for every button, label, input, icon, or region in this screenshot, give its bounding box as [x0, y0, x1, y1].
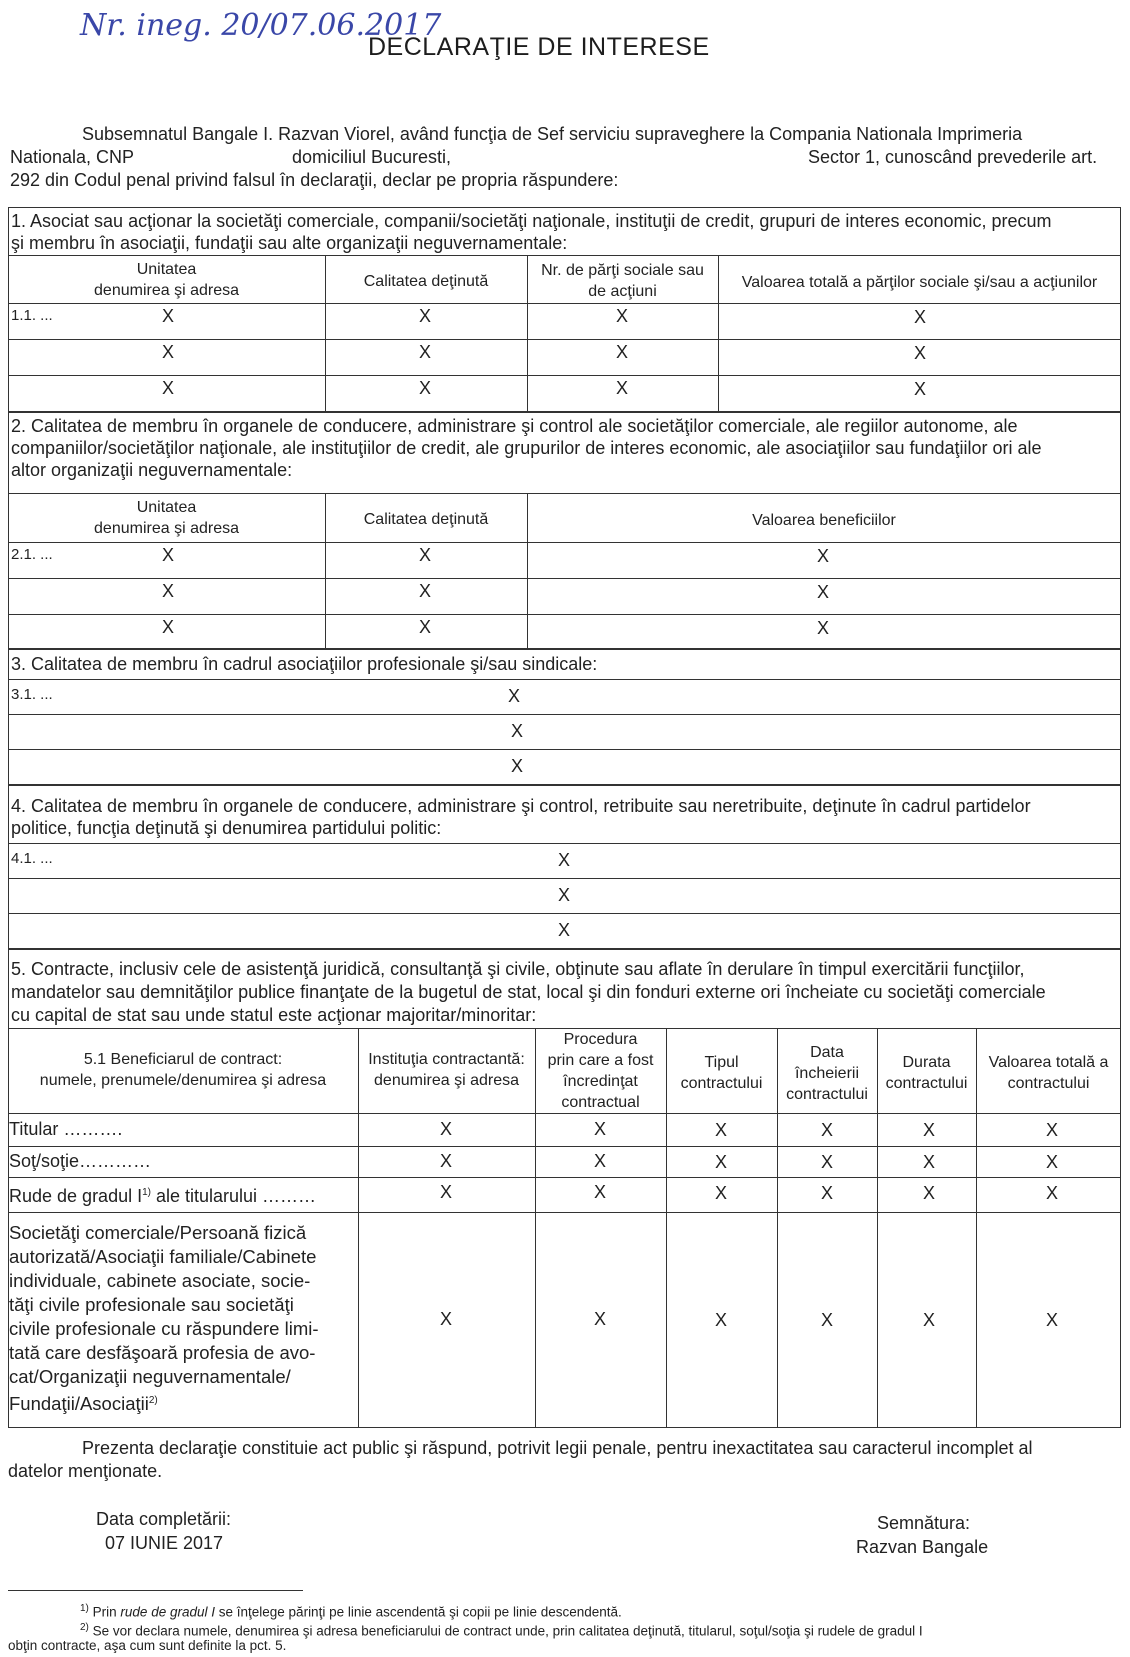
- s3-r3-x: X: [510, 756, 523, 776]
- s5-sot-x: X: [820, 1152, 833, 1172]
- footnote-2-line-2: obţin contracte, aşa cum sunt definite la pct. 5.: [8, 1638, 287, 1653]
- s5-col-procedura-l1: Procedura: [563, 1031, 638, 1048]
- s1-r3-x: X: [418, 378, 431, 398]
- footnote-2-line-1: $^{2)}$ Se vor declara numele, denumirea şi adresa beneficiarului de contract unde, prin calitatea deţinută, titularul, soţul/soţia şi rudele de gradul I: [80, 1622, 923, 1639]
- closing-line-2: datelor menţionate.: [8, 1461, 163, 1481]
- s1-row-label: 1.1. ...: [11, 307, 53, 324]
- signature-name: Razvan Bangale: [856, 1537, 989, 1557]
- s1-r2-x: X: [418, 342, 431, 362]
- footnote-divider: [8, 1590, 303, 1591]
- s2-col-valoarea: Valoarea beneficiilor: [752, 512, 896, 529]
- s5-societati-x: X: [439, 1309, 452, 1329]
- s2-r1-x: X: [161, 545, 174, 565]
- s5-col-institutia-l1: Instituţia contractantă:: [368, 1051, 525, 1068]
- s2-col-unitatea-l1: Unitatea: [136, 499, 197, 516]
- s2-r1-x: X: [418, 545, 431, 565]
- s2-col-calitatea: Calitatea deţinută: [363, 511, 489, 528]
- s1-col-unitatea-l1: Unitatea: [136, 261, 197, 278]
- s5-row-sot: Soţ/soţie…………: [9, 1151, 152, 1171]
- section-1-heading-l2: şi membru în asociaţii, fundaţii sau alte organizaţii neguvernamentale:: [11, 233, 568, 253]
- s5-rude-x: X: [1045, 1183, 1058, 1203]
- s1-col-valoarea: Valoarea totală a părţilor sociale şi/sau a acţiunilor: [741, 274, 1098, 291]
- registration-note: Nr. ineg. 20/07.06.2017: [80, 8, 442, 43]
- s5-rude-x: X: [593, 1182, 606, 1202]
- s4-row-label: 4.1. ...: [11, 850, 53, 867]
- s5-titular-x: X: [922, 1120, 935, 1140]
- s5-sot-x: X: [439, 1151, 452, 1171]
- s5-sot-x: X: [1045, 1152, 1058, 1172]
- s5-col-data-l1: Data: [810, 1044, 844, 1061]
- s5-rude-x: X: [439, 1182, 452, 1202]
- s5-titular-x: X: [820, 1120, 833, 1140]
- date-label: Data completării:: [96, 1509, 232, 1529]
- intro-line-2-left: Nationala, CNP: [10, 147, 135, 167]
- section-2-heading-l2: companiilor/societăţilor naţionale, ale instituţiilor de credit, ale grupurilor de interes economic, ale asociaţiilor sau fundaţiilor ori ale: [11, 438, 1042, 458]
- s5-societati-x: X: [1045, 1310, 1058, 1330]
- s5-societati-x: X: [593, 1309, 606, 1329]
- s1-col-calitatea: Calitatea deţinută: [363, 273, 489, 290]
- s5-col-data-l2: încheierii: [794, 1065, 860, 1082]
- s2-r3-x: X: [161, 617, 174, 637]
- s1-r3-x: X: [161, 378, 174, 398]
- s5-col-data-l3: contractului: [786, 1086, 868, 1103]
- s5-societati-x: X: [714, 1310, 727, 1330]
- s1-r2-x: X: [161, 342, 174, 362]
- s1-r1-x: X: [913, 307, 926, 327]
- s5-col-procedura-l2: prin care a fost: [547, 1052, 654, 1069]
- s5-col-tipul-l1: Tipul: [704, 1054, 739, 1071]
- s1-col-unitatea-l2: denumirea şi adresa: [94, 282, 239, 299]
- section-2-heading-l3: altor organizaţii neguvernamentale:: [11, 460, 293, 480]
- s1-r2-x: X: [913, 343, 926, 363]
- s1-r1-x: X: [418, 306, 431, 326]
- s5-titular-x: X: [1045, 1120, 1058, 1140]
- s4-r1-x: X: [557, 850, 570, 870]
- s5-sot-x: X: [922, 1152, 935, 1172]
- s5-col-procedura-l4: contractual: [561, 1094, 640, 1111]
- s2-r3-x: X: [816, 618, 829, 638]
- section-5-heading-l2: mandatelor sau demnităţilor publice finanţate de la bugetul de stat, local şi din fonduri externe ori încheiate cu societăţi comerciale: [11, 982, 1046, 1002]
- s1-r2-x: X: [615, 342, 628, 362]
- section-1-heading-l1: 1. Asociat sau acţionar la societăţi comerciale, companii/societăţi naţionale, instituţii de credit, grupuri de interes economic, precum: [11, 211, 1052, 231]
- s2-r2-x: X: [816, 582, 829, 602]
- footnote-1: $^{1)}$ Prin rude de gradul I se înţelege părinţi pe linie ascendentă şi copii pe linie descendentă.: [80, 1603, 622, 1620]
- s5-titular-x: X: [714, 1120, 727, 1140]
- section-5-heading-l3: cu capital de stat sau unde statul este acţionar majoritar/minoritar:: [11, 1005, 537, 1025]
- s5-col-durata-l2: contractului: [885, 1075, 968, 1092]
- s5-rude-x: X: [714, 1183, 727, 1203]
- s5-titular-x: X: [593, 1119, 606, 1139]
- s5-row-societati: Societăţi comerciale/Persoană fizică autorizată/Asociaţii familiale/Cabinete individuale, cabinete asociate, socie- tăţi civile profesionale sau societăţi civile profesionale cu răspundere limi- tată care desfăşoară profesia de avo- cat/Organizaţii neguvernamentale/ Fundaţii/Asociaţii$^{2)}$: [9, 1222, 319, 1415]
- s1-r1-x: X: [161, 306, 174, 326]
- s5-societati-x: X: [922, 1310, 935, 1330]
- page-title: DECLARAŢIE DE INTERESE: [368, 33, 710, 61]
- section-2-heading-l1: 2. Calitatea de membru în organele de conducere, administrare şi control ale societăţilor comerciale, ale regiilor autonome, ale: [11, 416, 1018, 436]
- s4-r2-x: X: [557, 885, 570, 905]
- section-5-heading-l1: 5. Contracte, inclusiv cele de asistenţă juridică, consultanţă şi civile, obţinute sau aflate în derulare în timpul exercitării funcţiilor,: [11, 959, 1025, 979]
- s5-titular-x: X: [439, 1119, 452, 1139]
- s2-col-unitatea-l2: denumirea şi adresa: [94, 520, 239, 537]
- signature-label: Semnătura:: [877, 1513, 971, 1533]
- intro-line-2-right: Sector 1, cunoscând prevederile art.: [808, 147, 1098, 167]
- s1-col-nr-parti-l1: Nr. de părţi sociale sau: [541, 262, 704, 279]
- section-3-heading: 3. Calitatea de membru în cadrul asociaţiilor profesionale şi/sau sindicale:: [11, 654, 598, 674]
- s5-col-beneficiar-l2: numele, prenumele/denumirea şi adresa: [39, 1072, 327, 1089]
- s2-r3-x: X: [418, 617, 431, 637]
- s5-col-durata-l1: Durata: [902, 1054, 951, 1071]
- intro-line-2-mid: domiciliul Bucuresti,: [292, 147, 452, 167]
- intro-line-3: 292 din Codul penal privind falsul în declaraţii, declar pe propria răspundere:: [10, 170, 619, 190]
- s5-rude-x: X: [922, 1183, 935, 1203]
- s5-sot-x: X: [593, 1151, 606, 1171]
- s3-r2-x: X: [510, 721, 523, 741]
- s1-r3-x: X: [615, 378, 628, 398]
- s5-col-tipul-l2: contractului: [680, 1075, 763, 1092]
- s5-societati-x: X: [820, 1310, 833, 1330]
- section-4-heading-l1: 4. Calitatea de membru în organele de conducere, administrare şi control, retribuite sau neretribuite, deţinute în cadrul partidelor: [11, 796, 1031, 816]
- s5-sot-x: X: [714, 1152, 727, 1172]
- s3-r1-x: X: [507, 686, 520, 706]
- s5-col-procedura-l3: încredinţat: [563, 1073, 638, 1090]
- s5-rude-x: X: [820, 1183, 833, 1203]
- s4-r3-x: X: [557, 920, 570, 940]
- s2-r2-x: X: [418, 581, 431, 601]
- s1-r1-x: X: [615, 306, 628, 326]
- s3-row-label: 3.1. ...: [11, 686, 53, 703]
- s5-col-beneficiar-l1: 5.1 Beneficiarul de contract:: [83, 1051, 283, 1068]
- s5-col-institutia-l2: denumirea şi adresa: [374, 1072, 519, 1089]
- intro-line-1: Subsemnatul Bangale I. Razvan Viorel, având funcţia de Sef serviciu supraveghere la Compania Nationala Imprimeria: [82, 124, 1023, 144]
- s1-r3-x: X: [913, 379, 926, 399]
- s5-row-rude: Rude de gradul $I^{1)}$ ale titularului ………: [9, 1186, 317, 1206]
- s5-row-titular: Titular ……….: [9, 1119, 123, 1139]
- s2-r1-x: X: [816, 546, 829, 566]
- s2-r2-x: X: [161, 581, 174, 601]
- closing-line-1: Prezenta declaraţie constituie act public şi răspund, potrivit legii penale, pentru inexactitatea sau caracterul incomplet al: [82, 1438, 1033, 1458]
- s5-col-valoarea-l1: Valoarea totală a: [988, 1054, 1109, 1071]
- section-4-heading-l2: politice, funcţia deţinută şi denumirea partidului politic:: [11, 818, 442, 838]
- s5-col-valoarea-l2: contractului: [1007, 1075, 1090, 1092]
- s1-col-nr-parti-l2: de acţiuni: [588, 283, 657, 300]
- s2-row-label: 2.1. ...: [11, 546, 53, 563]
- date-value: 07 IUNIE 2017: [105, 1533, 224, 1553]
